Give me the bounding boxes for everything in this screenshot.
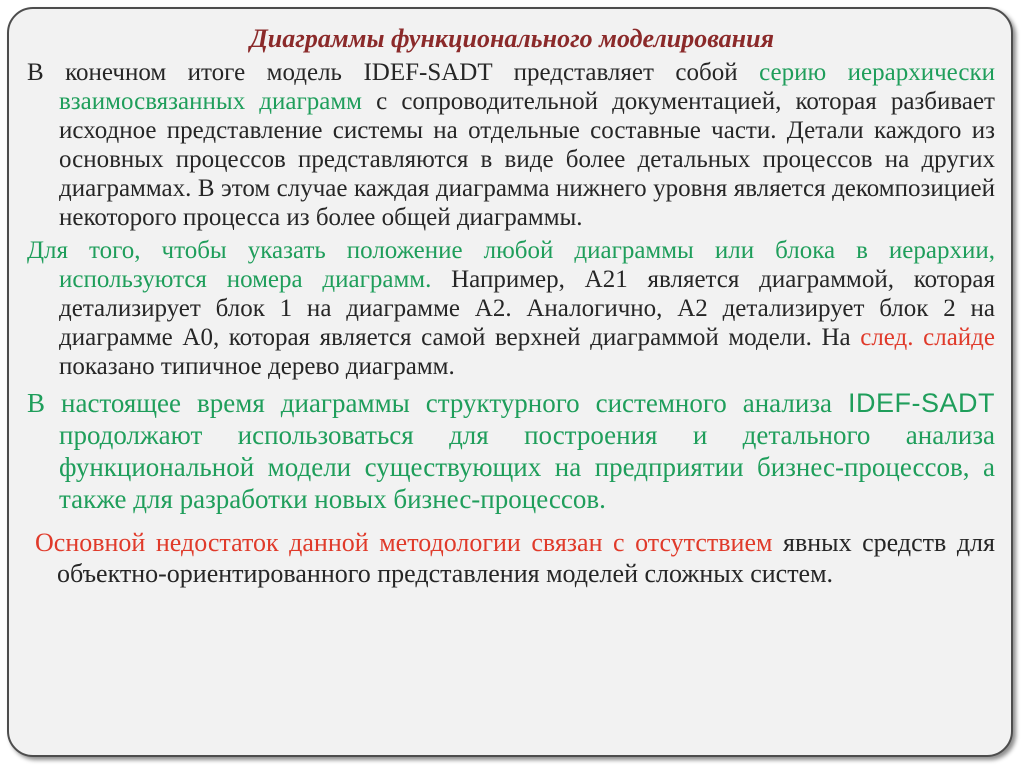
paragraph-3-idef-sadt: IDEF-SADT xyxy=(847,388,995,418)
paragraph-1-text-a: В конечном итоге модель IDEF-SADT представляет собой xyxy=(27,59,760,86)
paragraph-current-usage xyxy=(27,387,995,515)
paragraph-3-text-a: В настоящее время диаграммы структурного системного анализа xyxy=(27,388,848,418)
paragraph-2-text-b: Например, А21 является диаграммой, которая детализирует блок 1 на диаграмме А2. Аналогично, А2 детализирует блок 2 на диаграмме А0, которая является самой верхней диаграммой модели. На xyxy=(59,266,995,351)
paragraph-idef-sadt-model xyxy=(27,58,995,232)
paragraph-main-drawback xyxy=(27,527,995,589)
slide-title: Диаграммы функционального моделирования xyxy=(250,24,774,53)
paragraph-4-text-b: явных средств для объектно-ориентированного представления моделей сложных систем. xyxy=(57,528,995,588)
paragraph-1-text-c: с сопроводительной документацией, которая разбивает исходное представление системы на отдельные составные части. Детали каждого из основных процессов представляются в виде более детальных процессов на других диаграммах. В этом случае каждая диаграмма нижнего уровня является декомпозицией некоторого процесса из более общей диаграммы. xyxy=(59,88,995,231)
paragraph-diagram-numbers xyxy=(27,236,995,381)
paragraph-4-highlight: Основной недостаток данной методологии связан с отсутствием xyxy=(35,528,783,557)
paragraph-2-highlight: Для того, чтобы указать положение любой диаграммы или блока в иерархии, используются номера диаграмм. xyxy=(27,237,995,293)
slide-content xyxy=(27,58,995,589)
paragraph-2-text-d: показано типичное дерево диаграмм. xyxy=(59,353,455,380)
next-slide-link[interactable]: след. слайде xyxy=(860,324,995,351)
paragraph-3-text-c: продолжают использоваться для построения и детального анализа функциональной модели существующих на предприятии бизнес-процессов, а также для разработки новых бизнес-процессов. xyxy=(59,420,995,514)
paragraph-1-highlight: серию иерархически взаимосвязанных диаграмм xyxy=(59,59,996,115)
